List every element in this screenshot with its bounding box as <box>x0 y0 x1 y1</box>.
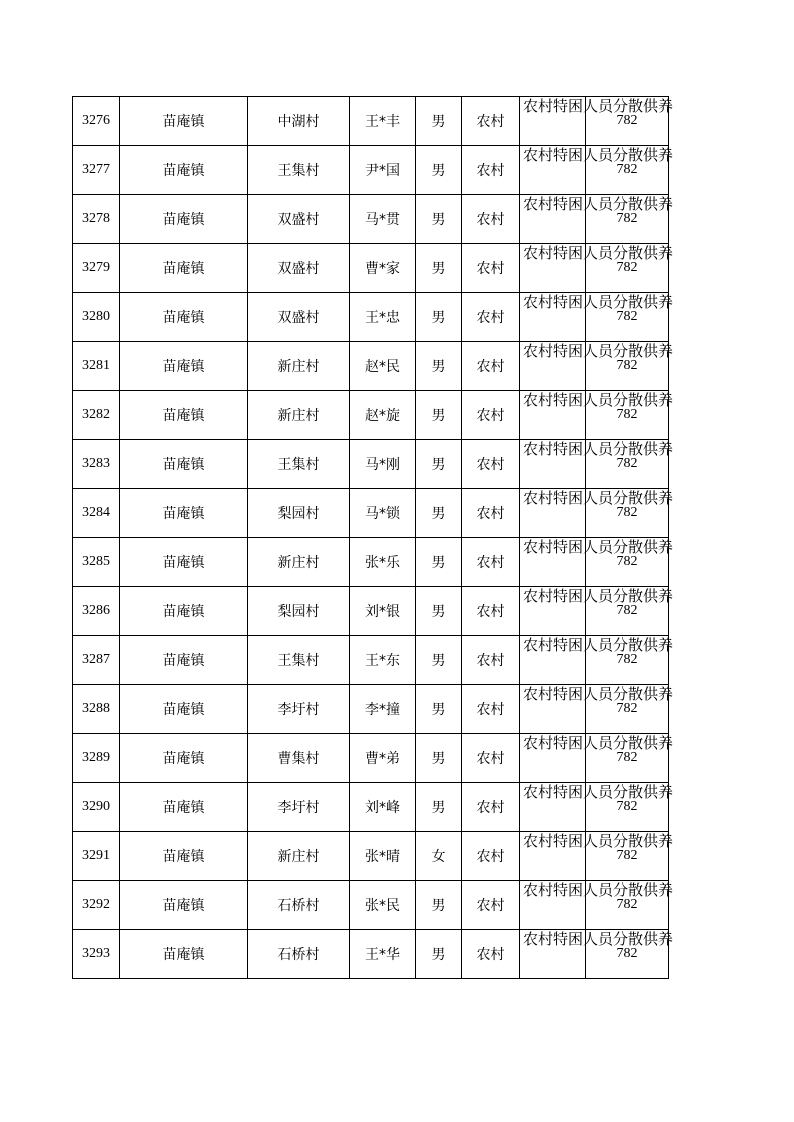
amount-cell: 782 <box>586 538 669 587</box>
town-cell: 苗庵镇 <box>120 97 248 146</box>
serial-number-cell: 3284 <box>73 489 120 538</box>
town-cell: 苗庵镇 <box>120 832 248 881</box>
serial-number-cell: 3290 <box>73 783 120 832</box>
village-cell: 王集村 <box>248 636 350 685</box>
town-cell: 苗庵镇 <box>120 636 248 685</box>
serial-number-cell: 3292 <box>73 881 120 930</box>
amount-cell: 782 <box>586 244 669 293</box>
name-cell: 刘*峰 <box>350 783 416 832</box>
name-cell: 曹*弟 <box>350 734 416 783</box>
serial-number-cell: 3285 <box>73 538 120 587</box>
table-row <box>73 293 669 342</box>
roster-body <box>73 97 674 979</box>
amount-cell: 782 <box>586 195 669 244</box>
area-cell: 农村 <box>462 685 520 734</box>
amount-cell: 782 <box>586 342 669 391</box>
table-row <box>73 146 669 195</box>
category-text: 农村特困人员分散供养 <box>523 881 674 899</box>
serial-number-cell: 3291 <box>73 832 120 881</box>
name-cell: 王*忠 <box>350 293 416 342</box>
name-cell: 李*撞 <box>350 685 416 734</box>
serial-number-cell: 3282 <box>73 391 120 440</box>
area-cell: 农村 <box>462 342 520 391</box>
name-cell: 赵*旋 <box>350 391 416 440</box>
village-cell: 中湖村 <box>248 97 350 146</box>
gender-cell: 男 <box>416 587 462 636</box>
table-row <box>73 195 669 244</box>
amount-cell: 782 <box>586 930 669 979</box>
gender-cell: 男 <box>416 293 462 342</box>
amount-cell: 782 <box>586 734 669 783</box>
serial-number-cell: 3279 <box>73 244 120 293</box>
amount-cell: 782 <box>586 146 669 195</box>
category-text: 农村特困人员分散供养 <box>523 587 674 605</box>
serial-number-cell: 3287 <box>73 636 120 685</box>
area-cell: 农村 <box>462 489 520 538</box>
village-cell: 王集村 <box>248 440 350 489</box>
area-cell: 农村 <box>462 587 520 636</box>
gender-cell: 男 <box>416 636 462 685</box>
village-cell: 双盛村 <box>248 195 350 244</box>
town-cell: 苗庵镇 <box>120 195 248 244</box>
area-cell: 农村 <box>462 832 520 881</box>
amount-cell: 782 <box>586 881 669 930</box>
table-row <box>73 685 669 734</box>
serial-number-cell: 3276 <box>73 97 120 146</box>
area-cell: 农村 <box>462 146 520 195</box>
name-cell: 张*晴 <box>350 832 416 881</box>
table-row <box>73 783 669 832</box>
table-row <box>73 342 669 391</box>
name-cell: 马*锁 <box>350 489 416 538</box>
category-text: 农村特困人员分散供养 <box>523 146 674 164</box>
town-cell: 苗庵镇 <box>120 734 248 783</box>
table-row <box>73 734 669 783</box>
category-text: 农村特困人员分散供养 <box>523 391 674 409</box>
village-cell: 梨园村 <box>248 587 350 636</box>
table-row <box>73 538 669 587</box>
town-cell: 苗庵镇 <box>120 342 248 391</box>
category-text: 农村特困人员分散供养 <box>523 342 674 360</box>
serial-number-cell: 3288 <box>73 685 120 734</box>
amount-cell: 782 <box>586 391 669 440</box>
village-cell: 王集村 <box>248 146 350 195</box>
table-row <box>73 97 669 146</box>
town-cell: 苗庵镇 <box>120 783 248 832</box>
serial-number-cell: 3283 <box>73 440 120 489</box>
table-row <box>73 587 669 636</box>
name-cell: 曹*家 <box>350 244 416 293</box>
area-cell: 农村 <box>462 783 520 832</box>
table-row <box>73 832 669 881</box>
town-cell: 苗庵镇 <box>120 881 248 930</box>
table-row <box>73 391 669 440</box>
category-text: 农村特困人员分散供养 <box>523 832 674 850</box>
gender-cell: 男 <box>416 734 462 783</box>
area-cell: 农村 <box>462 244 520 293</box>
category-text: 农村特困人员分散供养 <box>523 489 674 507</box>
area-cell: 农村 <box>462 391 520 440</box>
village-cell: 石桥村 <box>248 930 350 979</box>
name-cell: 刘*银 <box>350 587 416 636</box>
relief-roster-table <box>72 96 674 979</box>
gender-cell: 男 <box>416 195 462 244</box>
village-cell: 曹集村 <box>248 734 350 783</box>
table-row <box>73 881 669 930</box>
category-text: 农村特困人员分散供养 <box>523 783 674 801</box>
village-cell: 新庄村 <box>248 538 350 587</box>
village-cell: 双盛村 <box>248 293 350 342</box>
amount-cell: 782 <box>586 440 669 489</box>
village-cell: 新庄村 <box>248 391 350 440</box>
table-row <box>73 930 669 979</box>
amount-cell: 782 <box>586 636 669 685</box>
gender-cell: 男 <box>416 489 462 538</box>
town-cell: 苗庵镇 <box>120 685 248 734</box>
gender-cell: 男 <box>416 881 462 930</box>
area-cell: 农村 <box>462 734 520 783</box>
category-text: 农村特困人员分散供养 <box>523 195 674 213</box>
category-text: 农村特困人员分散供养 <box>523 685 674 703</box>
gender-cell: 男 <box>416 440 462 489</box>
name-cell: 张*民 <box>350 881 416 930</box>
area-cell: 农村 <box>462 195 520 244</box>
village-cell: 梨园村 <box>248 489 350 538</box>
town-cell: 苗庵镇 <box>120 391 248 440</box>
area-cell: 农村 <box>462 293 520 342</box>
gender-cell: 男 <box>416 97 462 146</box>
category-text: 农村特困人员分散供养 <box>523 930 674 948</box>
village-cell: 双盛村 <box>248 244 350 293</box>
gender-cell: 女 <box>416 832 462 881</box>
category-text: 农村特困人员分散供养 <box>523 440 674 458</box>
area-cell: 农村 <box>462 440 520 489</box>
gender-cell: 男 <box>416 391 462 440</box>
table-row <box>73 489 669 538</box>
serial-number-cell: 3293 <box>73 930 120 979</box>
name-cell: 马*刚 <box>350 440 416 489</box>
name-cell: 王*东 <box>350 636 416 685</box>
town-cell: 苗庵镇 <box>120 538 248 587</box>
serial-number-cell: 3289 <box>73 734 120 783</box>
category-text: 农村特困人员分散供养 <box>523 538 674 556</box>
serial-number-cell: 3278 <box>73 195 120 244</box>
area-cell: 农村 <box>462 636 520 685</box>
town-cell: 苗庵镇 <box>120 587 248 636</box>
amount-cell: 782 <box>586 293 669 342</box>
town-cell: 苗庵镇 <box>120 440 248 489</box>
village-cell: 石桥村 <box>248 881 350 930</box>
name-cell: 赵*民 <box>350 342 416 391</box>
name-cell: 马*贯 <box>350 195 416 244</box>
amount-cell: 782 <box>586 685 669 734</box>
town-cell: 苗庵镇 <box>120 489 248 538</box>
name-cell: 尹*国 <box>350 146 416 195</box>
category-text: 农村特困人员分散供养 <box>523 636 674 654</box>
amount-cell: 782 <box>586 783 669 832</box>
gender-cell: 男 <box>416 342 462 391</box>
town-cell: 苗庵镇 <box>120 930 248 979</box>
gender-cell: 男 <box>416 783 462 832</box>
gender-cell: 男 <box>416 930 462 979</box>
table-row <box>73 636 669 685</box>
village-cell: 李圩村 <box>248 685 350 734</box>
gender-cell: 男 <box>416 146 462 195</box>
gender-cell: 男 <box>416 538 462 587</box>
category-text: 农村特困人员分散供养 <box>523 244 674 262</box>
town-cell: 苗庵镇 <box>120 244 248 293</box>
amount-cell: 782 <box>586 587 669 636</box>
serial-number-cell: 3286 <box>73 587 120 636</box>
serial-number-cell: 3280 <box>73 293 120 342</box>
category-text: 农村特困人员分散供养 <box>523 293 674 311</box>
area-cell: 农村 <box>462 538 520 587</box>
amount-cell: 782 <box>586 489 669 538</box>
area-cell: 农村 <box>462 97 520 146</box>
area-cell: 农村 <box>462 930 520 979</box>
name-cell: 王*丰 <box>350 97 416 146</box>
name-cell: 王*华 <box>350 930 416 979</box>
category-text: 农村特困人员分散供养 <box>523 97 674 115</box>
gender-cell: 男 <box>416 685 462 734</box>
town-cell: 苗庵镇 <box>120 293 248 342</box>
amount-cell: 782 <box>586 97 669 146</box>
serial-number-cell: 3281 <box>73 342 120 391</box>
village-cell: 新庄村 <box>248 832 350 881</box>
area-cell: 农村 <box>462 881 520 930</box>
gender-cell: 男 <box>416 244 462 293</box>
village-cell: 李圩村 <box>248 783 350 832</box>
category-text: 农村特困人员分散供养 <box>523 734 674 752</box>
amount-cell: 782 <box>586 832 669 881</box>
town-cell: 苗庵镇 <box>120 146 248 195</box>
table-row <box>73 244 669 293</box>
village-cell: 新庄村 <box>248 342 350 391</box>
serial-number-cell: 3277 <box>73 146 120 195</box>
name-cell: 张*乐 <box>350 538 416 587</box>
table-row <box>73 440 669 489</box>
